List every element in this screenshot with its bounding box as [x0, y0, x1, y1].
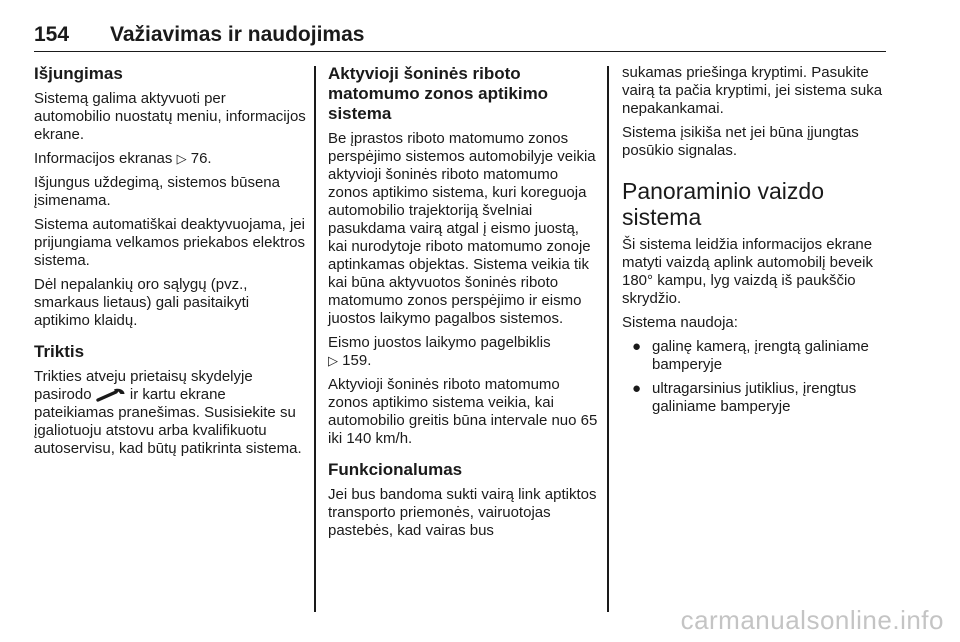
column-1 — [34, 64, 306, 464]
bullet-list — [622, 338, 888, 416]
paragraph: Išjungus uždegimą, sistemos būsena įsimenama. — [34, 174, 280, 209]
paragraph: Dėl nepalankių oro sąlygų (pvz., smarkaus lietaus) gali pasitaikyti aptikimo klaidų. — [34, 276, 250, 329]
section-heading-isjungimas: Išjungimas — [34, 64, 123, 83]
paragraph: Aktyvioji šoninės riboto matomumo zonos aptikimo sistema veikia, kai automobilio greitis būna intervale nuo 65 iki 140 km/h. — [328, 376, 598, 447]
list-item: ● galinę kamerą, įrengtą galiniame bamperyje — [632, 338, 869, 373]
paragraph: Jei bus bandoma sukti vairą link aptiktos transporto priemonės, vairuotojas pastebės, kad vairas bus — [328, 486, 597, 539]
paragraph-reference: Eismo juostos laikymo pagelbiklis ▷ 159. — [328, 334, 551, 369]
paragraph: Sistema automatiškai deaktyvuojama, jei prijungiama velkamos priekabos elektros sistema. — [34, 216, 305, 269]
section-heading-funkcionalumas: Funkcionalumas — [328, 460, 463, 479]
section-heading-aktyvioji: Aktyvioji šoninės riboto matomumo zonos aptikimo sistema — [328, 64, 549, 123]
paragraph: Sistema įsikiša net jei būna įjungtas posūkio signalas. — [622, 124, 859, 159]
triangle-arrow-icon[interactable]: ▷ — [328, 353, 338, 368]
paragraph: Be įprastos riboto matomumo zonos perspėjimo sistemos automobilyje veikia aktyvioji šoninės riboto matomumo zonos aptikimo sistema, kuri koreguoja automobilio trajektoriją švelniai pasukdama vairą atgal į eismo juostą, kai nurodytoje riboto matomumo zonoje aptinkamas objektas. Sistema veikia tik kai būna aktyvuotos šoninės riboto matomumo zonos perspėjimo ir eismo juostos laikymo pagalbos sistemos. — [328, 130, 596, 327]
paragraph-with-icon: Trikties atveju prietaisų skydelyje pasirodo ir kartu ekrane pateikiamas pranešimas. Susisiekite su įgaliotuoju atstovu arba kvalifikuotu autoservisu, kad būtų patikrinta sistema. — [34, 368, 302, 457]
paragraph: Ši sistema leidžia informacijos ekrane matyti vaizdą aplink automobilį beveik 180° kampu, lyg vaizdą iš paukščio skrydžio. — [622, 236, 873, 307]
column-3 — [622, 64, 888, 422]
column-divider — [314, 66, 316, 612]
section-heading-panoraminio: Panoraminio vaizdo sistema — [622, 178, 825, 230]
paragraph-reference: Informacijos ekranas ▷ 76. — [34, 150, 212, 167]
column-divider — [607, 66, 609, 612]
chapter-title: Važiavimas ir naudojimas — [110, 23, 365, 46]
paragraph: Sistemą galima aktyvuoti per automobilio nuostatų meniu, informacijos ekrane. — [34, 90, 306, 143]
list-item: ● ultragarsinius jutiklius, įrengtus galiniame bamperyje — [632, 380, 857, 415]
paragraph: sukamas priešinga kryptimi. Pasukite vairą ta pačia kryptimi, jei sistema suka nepakankamai. — [622, 64, 883, 117]
bullet-icon: ● — [632, 338, 642, 355]
section-heading-triktis: Triktis — [34, 342, 85, 361]
column-2 — [328, 64, 600, 546]
paragraph: Sistema naudoja: — [622, 314, 738, 331]
page-number: 154 — [34, 23, 70, 46]
wrench-icon — [96, 388, 126, 402]
watermark: carmanualsonline.info — [680, 605, 944, 635]
bullet-icon: ● — [632, 380, 642, 397]
triangle-arrow-icon[interactable]: ▷ — [176, 151, 187, 166]
page-header — [34, 22, 886, 52]
